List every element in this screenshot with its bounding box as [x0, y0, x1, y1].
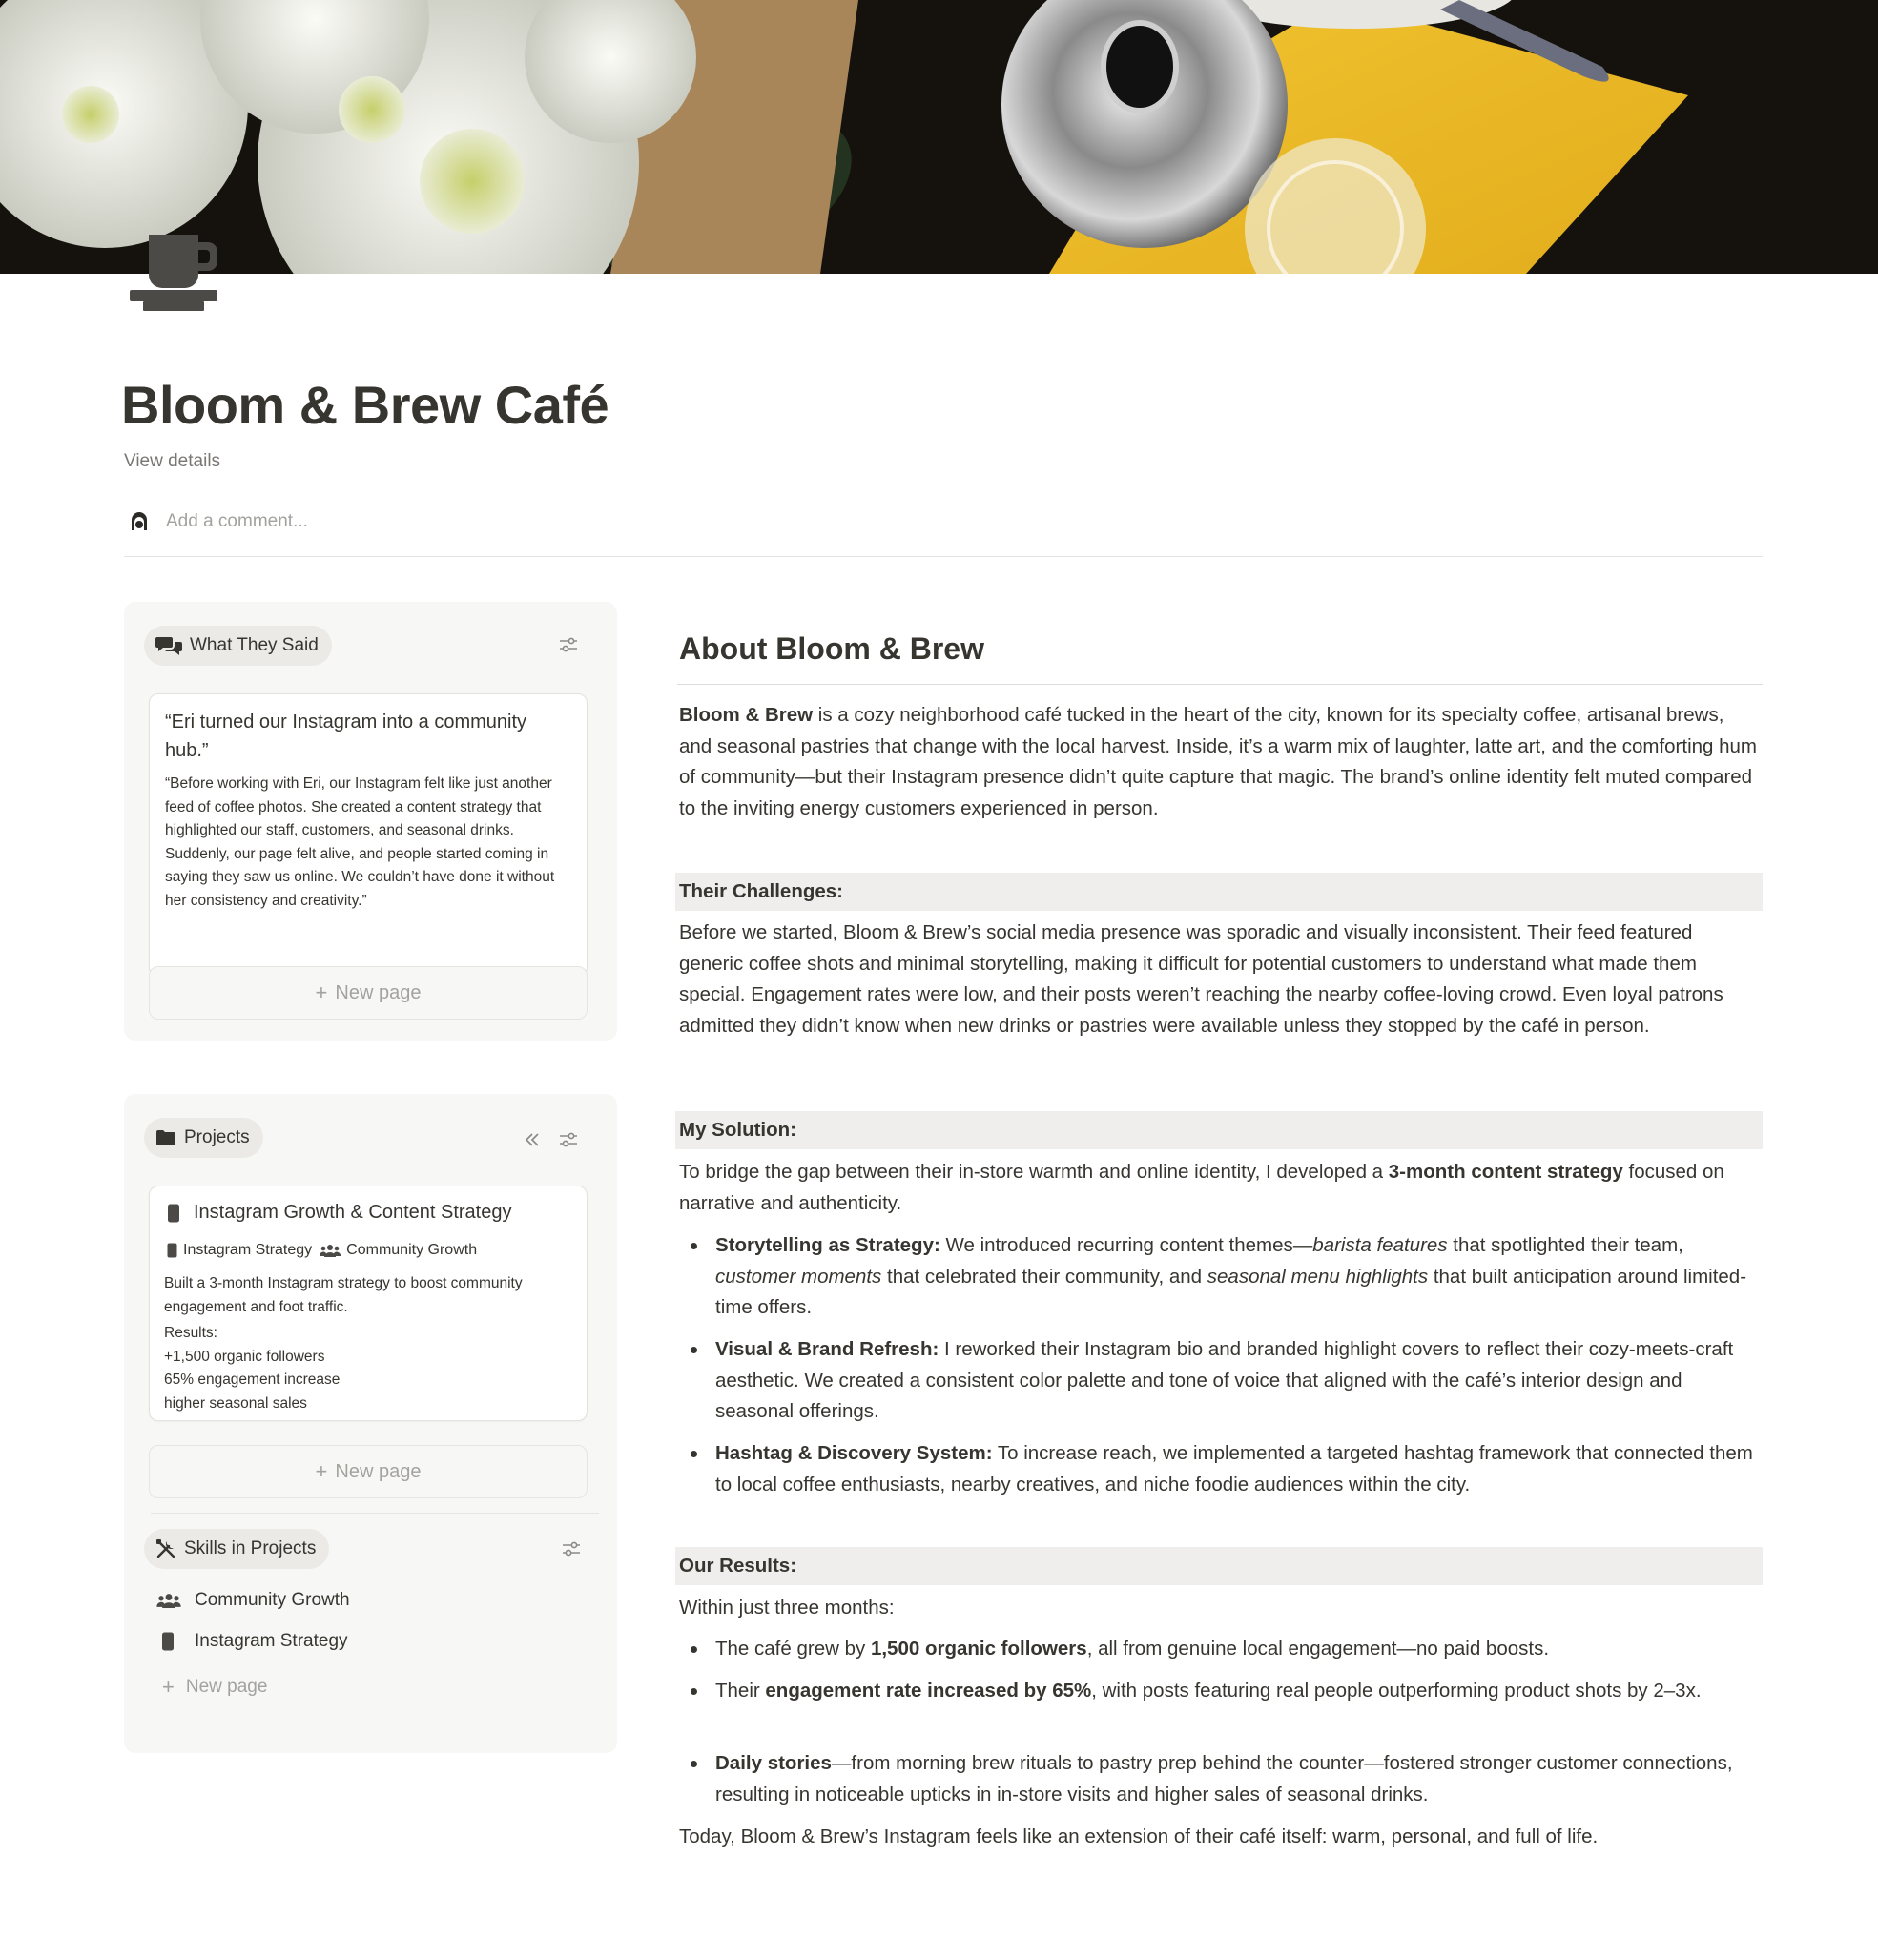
projects-label: Projects: [184, 1127, 250, 1147]
phone-icon: [167, 1243, 177, 1258]
chat-bubbles-icon: [155, 635, 182, 656]
comment-input[interactable]: Add a comment...: [166, 511, 308, 531]
folder-icon: [155, 1129, 176, 1146]
quote-title: “Eri turned our Instagram into a community hub.”: [165, 712, 527, 761]
filter-settings-button[interactable]: [554, 630, 583, 659]
testimonials-panel: [124, 602, 617, 1041]
view-details-link[interactable]: View details: [124, 451, 221, 471]
double-chevron-left-icon: [524, 1132, 541, 1147]
results-bullet-engagement[interactable]: Their engagement rate increased by 65%, with posts featuring real people outperforming product shots by 2–3x.: [679, 1676, 1757, 1707]
sliders-icon: [559, 636, 578, 653]
results-bullet-stories[interactable]: Daily stories—from morning brew rituals to pastry prep behind the counter—fostered stronger customer connections, resulting in noticeable upticks in in-store visits and higher sales of seasonal drinks.: [679, 1748, 1757, 1810]
sliders-icon: [562, 1540, 581, 1558]
results-intro[interactable]: Within just three months:: [679, 1597, 895, 1619]
tag-community-growth[interactable]: Community Growth: [320, 1242, 477, 1259]
testimonials-view-tab[interactable]: [144, 626, 332, 666]
skills-new-page-button[interactable]: + New page: [162, 1675, 268, 1699]
intro-paragraph[interactable]: Bloom & Brew is a cozy neighborhood café tucked in the heart of the city, known for its specialty coffee, artisanal brews, and seasonal pastries that change with the local harvest. Inside, it’s a warm mix of laughter, latte art, and the comforting hum of community—but their Instagram presence didn’t quite capture that magic. The brand’s online identity felt muted compared to the inviting energy customers experienced in person.: [679, 704, 1758, 820]
solution-heading[interactable]: My Solution:: [675, 1111, 1763, 1149]
project-description: Built a 3-month Instagram strategy to boost community engagement and foot traffic. Results: +1,500 organic followers 65% engagement increase higher seasonal sales: [164, 1272, 584, 1415]
projects-panel: [124, 1094, 617, 1753]
heading-divider: [677, 684, 1763, 685]
skill-item-instagram-strategy[interactable]: Instagram Strategy: [156, 1631, 348, 1652]
skills-filter-settings-button[interactable]: [557, 1535, 586, 1563]
about-heading[interactable]: About Bloom & Brew: [679, 631, 984, 666]
projects-filter-settings-button[interactable]: [554, 1125, 583, 1154]
testimonials-new-page-button[interactable]: [149, 966, 588, 1020]
challenges-paragraph[interactable]: Before we started, Bloom & Brew’s social media presence was sporadic and visually inconsistent. Their feed featured generic coffee shots and minimal storytelling, making it difficult for potential customers to understand what made them special. Engagement rates were low, and their posts weren’t reaching the nearby coffee-loving crowd. Even loyal patrons admitted they didn’t know when new drinks or pastries were available unless they stopped by the café in person.: [679, 921, 1723, 1038]
skills-view-tab[interactable]: [144, 1529, 329, 1569]
skills-label: Skills in Projects: [184, 1538, 317, 1558]
quote-body: “Before working with Eri, our Instagram felt like just another feed of coffee photos. She created a content strategy that highlighted our staff, customers, and seasonal drinks. Suddenly, our page felt alive, and people started coming in saying they saw us online. We couldn’t have done it without her consistency and creativity.”: [165, 775, 555, 909]
comment-bar: [124, 505, 1763, 557]
testimonial-card[interactable]: [149, 693, 588, 977]
avatar: [124, 505, 155, 536]
tools-icon: [155, 1538, 176, 1559]
project-tags: [167, 1242, 485, 1259]
projects-new-page-button[interactable]: [149, 1445, 588, 1498]
skill-item-community-growth[interactable]: Community Growth: [156, 1590, 350, 1611]
tag-instagram-strategy[interactable]: Instagram Strategy: [167, 1242, 312, 1259]
results-heading[interactable]: Our Results:: [675, 1547, 1763, 1585]
solution-bullet-visual[interactable]: Visual & Brand Refresh: I reworked their Instagram bio and branded highlight covers to reflect their cozy-meets-craft aesthetic. We created a consistent color palette and tone of voice that aligned with the café’s interior design and seasonal offerings.: [679, 1334, 1757, 1428]
closing-paragraph[interactable]: Today, Bloom & Brew’s Instagram feels like an extension of their café itself: warm, personal, and full of life.: [679, 1826, 1599, 1847]
solution-intro[interactable]: To bridge the gap between their in-store warmth and online identity, I developed a 3-month content strategy focused on narrative and authenticity.: [679, 1161, 1724, 1214]
plus-icon: +: [315, 1459, 328, 1483]
result-line: 65% engagement increase: [164, 1372, 341, 1388]
page-title[interactable]: Bloom & Brew Café: [121, 375, 609, 435]
project-title: Instagram Growth & Content Strategy: [194, 1202, 512, 1223]
cover-image: [0, 0, 1878, 274]
sliders-icon: [559, 1131, 578, 1148]
result-line: higher seasonal sales: [164, 1394, 307, 1412]
coffee-cup-icon[interactable]: [128, 233, 219, 311]
new-page-label: New page: [335, 981, 422, 1003]
phone-icon: [167, 1204, 180, 1223]
section-divider: [151, 1513, 599, 1514]
phone-icon: [156, 1632, 181, 1651]
project-card[interactable]: [149, 1186, 588, 1421]
challenges-heading[interactable]: Their Challenges:: [675, 873, 1763, 911]
project-title-row: [167, 1202, 512, 1224]
new-page-label: New page: [335, 1460, 422, 1482]
solution-bullet-storytelling[interactable]: Storytelling as Strategy: We introduced recurring content themes—barista features that spotlighted their team, customer moments that celebrated their community, and seasonal menu highlights that built anticipation around limited-time offers.: [679, 1230, 1757, 1324]
result-line: +1,500 organic followers: [164, 1348, 325, 1365]
results-bullet-followers[interactable]: The café grew by 1,500 organic followers, all from genuine local engagement—no paid boosts.: [679, 1634, 1757, 1665]
people-icon: [320, 1244, 341, 1257]
projects-view-tab[interactable]: [144, 1118, 263, 1158]
people-icon: [156, 1593, 181, 1608]
testimonials-label: What They Said: [190, 635, 319, 655]
plus-icon: +: [315, 980, 328, 1004]
solution-bullet-hashtag[interactable]: Hashtag & Discovery System: To increase reach, we implemented a targeted hashtag framework that connected them to local coffee enthusiasts, nearby creatives, and niche foodie audiences within the city.: [679, 1438, 1757, 1500]
collapse-button[interactable]: [518, 1125, 547, 1154]
plus-icon: +: [162, 1675, 175, 1699]
